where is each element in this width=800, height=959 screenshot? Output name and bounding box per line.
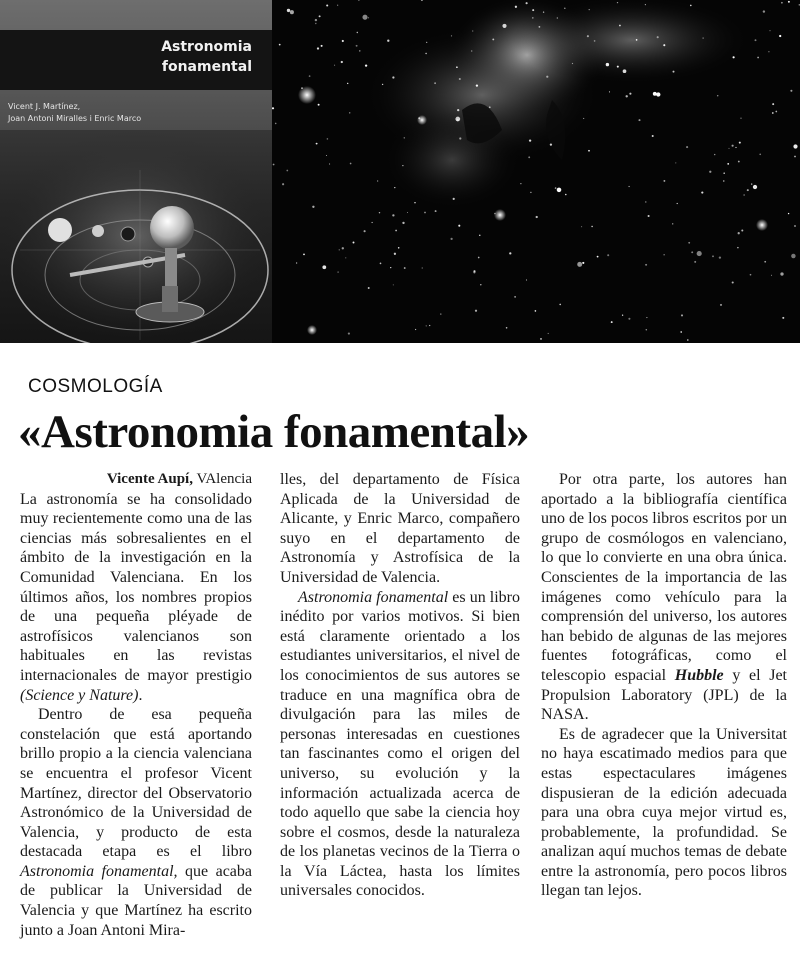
cover-authors	[8, 101, 141, 125]
star	[415, 329, 416, 330]
star	[377, 180, 378, 181]
star	[317, 47, 319, 49]
star	[645, 264, 647, 266]
star	[509, 252, 511, 254]
star	[594, 40, 596, 42]
star	[414, 202, 415, 203]
star	[440, 313, 441, 314]
cover-author-line1: Vicent J. Martínez,	[8, 102, 81, 111]
star	[380, 263, 382, 265]
star	[394, 187, 395, 188]
star	[318, 104, 320, 106]
star	[557, 17, 558, 18]
star	[645, 201, 646, 202]
star	[472, 30, 473, 31]
paragraph	[280, 588, 520, 902]
star	[581, 226, 582, 227]
star	[362, 15, 367, 20]
star	[657, 36, 659, 38]
orrery-planet	[121, 227, 135, 241]
star	[727, 163, 729, 165]
star	[741, 229, 743, 231]
star	[628, 186, 629, 187]
star	[788, 1, 790, 3]
photo-banner	[0, 0, 800, 343]
star	[471, 50, 472, 51]
star	[728, 148, 729, 149]
star	[368, 287, 370, 289]
star	[664, 254, 665, 255]
star	[747, 189, 749, 191]
star	[279, 44, 281, 46]
star	[557, 188, 562, 193]
star	[458, 225, 460, 227]
star	[750, 274, 752, 276]
star	[780, 272, 783, 275]
star	[690, 5, 692, 7]
bright-star	[756, 219, 768, 231]
star	[739, 142, 741, 144]
star	[694, 261, 696, 263]
paragraph-text: es un libro inédito por varios motivos. Si bien está claramente orientado a los estudiantes universitarios, el nivel de los conocimientos de sus autores se traduce en una magnífica obra de divulgación para las miles de personas interesadas en cuestiones tan fascinantes como el origen del universo, su evolución y la información actualizada acerca de todo aquello que sabe la ciencia hoy sobre el cosmos, desde la naturaleza de los planetas vecinos de la Tierra o la Vía Láctea, hasta los límites universales conocidos.	[280, 588, 520, 900]
star	[759, 153, 761, 155]
paragraph	[541, 470, 787, 725]
star	[775, 111, 777, 113]
star	[677, 203, 678, 204]
star	[327, 138, 329, 140]
star	[772, 112, 774, 114]
star	[290, 10, 294, 14]
star	[394, 253, 396, 255]
star	[315, 23, 316, 24]
star	[743, 194, 744, 195]
star	[322, 265, 326, 269]
star	[321, 45, 323, 47]
star	[478, 257, 480, 259]
star	[611, 321, 613, 323]
star	[532, 9, 534, 11]
star	[550, 143, 552, 145]
star	[577, 262, 582, 267]
star	[546, 76, 548, 78]
star	[395, 230, 397, 232]
star	[564, 8, 566, 10]
star	[768, 51, 769, 52]
star	[393, 284, 394, 285]
star	[538, 26, 540, 28]
star	[673, 71, 675, 73]
star	[675, 162, 676, 163]
section-label: COSMOLOGÍA	[28, 376, 163, 397]
cover-title	[161, 37, 252, 77]
star	[636, 39, 638, 41]
star	[515, 6, 517, 8]
article-column-1	[20, 470, 252, 940]
star	[350, 163, 352, 165]
star	[494, 213, 496, 215]
star	[619, 25, 621, 27]
paragraph	[20, 490, 252, 706]
paragraph: lles, del departamento de Física Aplicada de la Universidad de Alicante, y Enric Marco, compañero suyo en el departamento de Astronomía y Astrofísica de la Universidad de Valencia.	[280, 471, 520, 586]
star	[757, 57, 759, 59]
star	[656, 92, 660, 96]
orrery-illustration	[0, 130, 272, 343]
cover-title-line2: fonamental	[161, 59, 252, 75]
orrery-pedestal	[162, 286, 178, 312]
star	[475, 310, 477, 312]
star	[342, 40, 344, 42]
star	[455, 117, 460, 122]
star	[426, 325, 427, 326]
star	[451, 35, 452, 36]
star	[303, 254, 305, 256]
star	[663, 44, 665, 46]
byline	[20, 470, 252, 490]
star	[359, 50, 360, 51]
star	[737, 247, 739, 249]
star	[646, 329, 647, 330]
star	[365, 64, 367, 66]
star	[672, 223, 673, 224]
star	[345, 257, 346, 258]
star	[540, 338, 542, 340]
byline-city: VAlencia	[196, 471, 252, 487]
cover-title-line1: Astronomia	[161, 39, 252, 55]
star	[697, 251, 702, 256]
star	[720, 304, 722, 306]
star	[794, 225, 796, 227]
star	[319, 15, 321, 17]
paragraph-italic: (Science y Nature)	[20, 686, 139, 704]
star	[687, 339, 689, 341]
star	[425, 53, 426, 54]
star	[548, 333, 549, 334]
star	[763, 10, 765, 12]
star	[337, 5, 338, 6]
star	[392, 76, 394, 78]
star	[429, 325, 430, 326]
star	[583, 118, 584, 119]
star	[479, 235, 480, 236]
paragraph-text: Dentro de esa pequeña constelación que está aportando brillo propio a la ciencia valenciana se encuentra el profesor Vicent Martínez, director del Observatorio Astronómico de la Universidad de Valencia, y producto de esta destacada etapa es el libro	[20, 706, 252, 861]
star	[623, 69, 627, 73]
star	[529, 139, 531, 141]
star	[520, 183, 521, 184]
star	[628, 318, 630, 320]
star	[364, 230, 366, 232]
star	[717, 95, 718, 96]
star	[286, 170, 288, 172]
star	[353, 242, 355, 244]
star	[543, 11, 544, 12]
star	[326, 4, 328, 6]
book-title-italic: Astronomia fonamental	[298, 588, 449, 606]
star	[368, 17, 369, 18]
star	[781, 2, 783, 4]
star	[492, 38, 494, 40]
star	[719, 256, 721, 258]
star	[591, 226, 592, 227]
star	[735, 147, 736, 148]
star	[349, 112, 350, 113]
star	[709, 171, 711, 173]
star	[626, 95, 628, 97]
star	[686, 146, 688, 148]
star	[732, 145, 734, 147]
star	[723, 172, 725, 174]
star	[337, 271, 338, 272]
star	[782, 317, 784, 319]
star	[771, 275, 772, 276]
star	[622, 315, 623, 316]
star	[473, 271, 475, 273]
star	[794, 156, 796, 158]
star	[738, 161, 740, 163]
star	[572, 63, 573, 64]
star	[559, 304, 561, 306]
star	[339, 249, 340, 250]
star	[316, 143, 318, 145]
star	[273, 164, 275, 166]
star	[609, 91, 610, 92]
star	[334, 65, 335, 66]
star	[530, 192, 531, 193]
star	[379, 212, 380, 213]
star	[398, 247, 400, 249]
star	[663, 180, 665, 182]
star	[723, 180, 724, 181]
paragraph-text: .	[138, 686, 143, 704]
bright-star	[494, 209, 506, 221]
star	[793, 144, 797, 148]
star	[404, 267, 406, 269]
star	[535, 310, 537, 312]
star	[681, 314, 683, 316]
star	[402, 222, 404, 224]
star	[791, 254, 795, 258]
star	[296, 262, 297, 263]
star	[476, 84, 478, 86]
star	[755, 39, 757, 41]
star	[653, 92, 657, 96]
star	[732, 281, 734, 283]
star	[645, 4, 646, 5]
star	[372, 222, 373, 223]
paragraph	[20, 705, 252, 940]
star	[341, 61, 343, 63]
star	[342, 247, 344, 249]
star	[282, 183, 284, 185]
star	[751, 183, 752, 184]
star	[435, 210, 437, 212]
star	[532, 17, 534, 19]
paragraph-text: que acaba de publicar la Universidad de Valencia y que Martínez ha escrito junto a Joan Antoni Mira-	[20, 862, 252, 939]
star	[459, 137, 461, 139]
paragraph-text: Por otra parte, los autores han aportado a la bibliografía científica uno de los pocos libros escritos por un grupo de cosmólogos en valenciano, lo que lo convierte en una obra única. Conscientes de la importancia de las imágenes como vehículo para la comprensión del universo, los autores han bebido de algunas de las mejores fuentes fotográficas, como el telescopio espacial	[541, 471, 787, 684]
star	[629, 93, 631, 95]
star	[764, 261, 766, 263]
star	[582, 262, 584, 264]
star	[688, 242, 690, 244]
star	[617, 2, 618, 3]
star	[769, 30, 770, 31]
star	[326, 155, 327, 156]
orrery-planet	[92, 225, 104, 237]
star	[287, 9, 290, 12]
star	[456, 66, 458, 68]
star	[315, 19, 317, 21]
star	[712, 255, 714, 257]
star	[646, 317, 647, 318]
orrery-stand	[165, 248, 177, 288]
star	[526, 279, 527, 280]
star	[740, 118, 741, 119]
star	[714, 154, 715, 155]
star	[357, 32, 358, 33]
book-title-italic: Astronomia fonamental,	[20, 862, 178, 880]
paragraph-text: y el Jet Propulsion Laboratory (JPL) de la NASA.	[541, 666, 787, 724]
star	[514, 296, 516, 298]
star	[453, 198, 455, 200]
star	[301, 87, 303, 89]
star	[772, 103, 774, 105]
star	[422, 267, 423, 268]
star	[536, 216, 538, 218]
star	[312, 206, 314, 208]
star	[652, 135, 654, 137]
nebula-photo	[272, 0, 800, 343]
star	[502, 24, 506, 28]
star	[617, 66, 619, 68]
star	[565, 194, 567, 196]
article-column-2	[280, 470, 520, 901]
star	[680, 331, 682, 333]
star	[329, 163, 330, 164]
star	[638, 119, 640, 121]
nebula-cloud	[382, 110, 522, 210]
star	[607, 254, 609, 256]
star	[753, 185, 757, 189]
star	[434, 82, 436, 84]
star	[555, 187, 557, 189]
star	[606, 63, 609, 66]
star	[387, 40, 389, 42]
star	[588, 150, 590, 152]
star	[392, 214, 394, 216]
star	[648, 215, 650, 217]
paragraph-text: La astronomía se ha consolidado muy recientemente como una de las ciencias más sobresalientes en el ámbito de la investigación en la Comunidad Valenciana. En los últimos años, los nombres propios de una pequeña pléyade de astrofísicos valencianos son habituales en las revistas internacionales de mayor prestigio	[20, 490, 252, 684]
bright-star	[307, 325, 317, 335]
star	[788, 213, 789, 214]
star	[790, 90, 792, 92]
star	[450, 238, 452, 240]
cover-author-line2: Joan Antoni Miralles i Enric Marco	[8, 114, 142, 123]
headline: «Astronomia fonamental»	[18, 406, 530, 458]
star	[779, 35, 781, 37]
star	[528, 156, 530, 158]
star	[309, 75, 311, 77]
star	[703, 38, 704, 39]
star	[506, 327, 508, 329]
star	[597, 256, 599, 258]
star	[526, 2, 528, 4]
star	[272, 107, 274, 109]
book-cover	[0, 0, 272, 343]
star	[424, 212, 426, 214]
star	[404, 137, 405, 138]
star	[347, 83, 348, 84]
article-column-3	[541, 470, 787, 901]
bright-star	[417, 115, 427, 125]
star	[589, 9, 590, 10]
star	[348, 333, 350, 335]
star	[356, 45, 358, 47]
star	[738, 232, 740, 234]
orrery-sun	[150, 206, 194, 250]
star	[480, 284, 481, 285]
star	[418, 117, 420, 119]
star	[587, 35, 589, 37]
star	[701, 192, 703, 194]
telescope-name-italic: Hubble	[674, 666, 724, 684]
star	[691, 251, 693, 253]
star	[489, 106, 491, 108]
star	[407, 212, 408, 213]
star	[275, 123, 277, 125]
byline-author: Vicente Aupí,	[106, 471, 193, 487]
star	[459, 78, 461, 80]
star	[390, 267, 391, 268]
star	[457, 109, 459, 111]
bright-star	[298, 86, 316, 104]
star	[402, 165, 403, 166]
star	[382, 84, 383, 85]
paragraph: Es de agradecer que la Universitat no haya escatimado medios para que estas espectaculares imágenes dispusieran de la edición adecuada para una obra cuya mejor virtud es, probablemente, la profundidad. Se analizan aquí muchos temas de debate entre la astronomía, pero pocos libros llegan tan lejos.	[541, 725, 787, 900]
star	[426, 42, 427, 43]
star	[733, 56, 735, 58]
orrery-planet	[48, 218, 72, 242]
